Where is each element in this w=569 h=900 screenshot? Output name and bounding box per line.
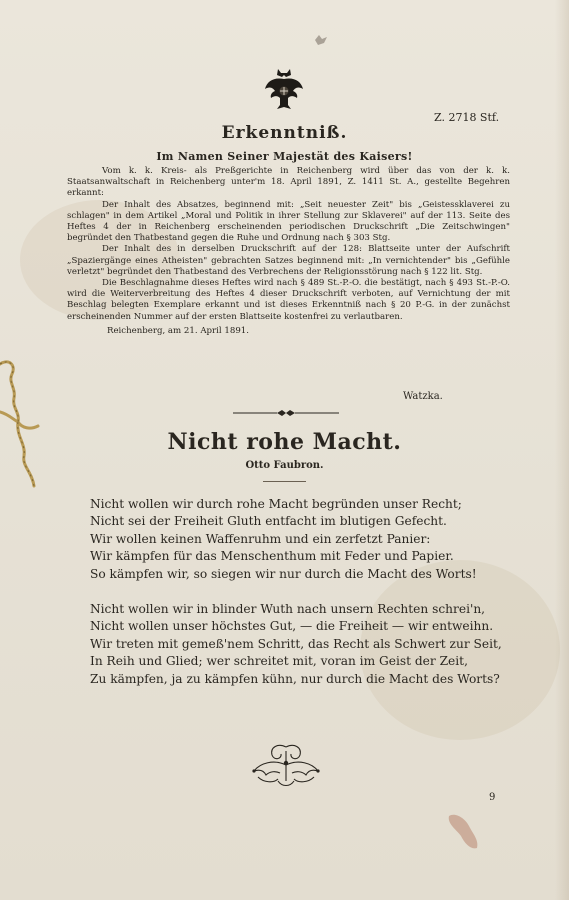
author-divider [263,481,306,482]
poem-line: Nicht wollen unser höchstes Gut, — die Freiheit — wir entweihn. [90,619,494,634]
poem-author: Otto Faubron. [245,460,324,471]
poem-line: So kämpfen wir, so siegen wir nur durch die Macht des Worts! [90,566,477,581]
verdict-text [67,166,510,337]
binding-cord [0,352,44,492]
verdict-paragraph: Der Inhalt des Absatzes, beginnend mit: „Seit neuester Zeit" bis „Geistessklaverei zu schlagen" in dem Artikel „Moral und Politik in ihrer Stellung zur Sklaverei" auf der 113. Seite des Heftes 4 der in Reichenberg erscheinenden periodischen Druckschrift „Die Zeitschwingen" begründet den Thatbestand gegen die Ruhe und Ordnung nach § 303 Stg. [67,199,510,244]
poem-line: Nicht wollen wir in blinder Wuth nach unsern Rechten schrei'n, [90,602,486,616]
verdict-subtitle: Im Namen Seiner Majestät des Kaisers! [156,150,413,163]
poem-line: Nicht wollen wir durch rohe Macht begründen unser Recht; [90,497,462,511]
poem-line: Wir wollen keinen Waffenruhm und ein zerfetzt Panier: [90,531,431,546]
poem-line: Wir kämpfen für das Menschenthum mit Feder und Papier. [90,549,454,564]
verdict-title: Erkenntniß. [221,123,348,143]
paper-fleck [313,33,329,47]
poem-stanza-1 [90,496,500,583]
poem-line: Wir treten mit gemeß'nem Schritt, das Recht als Schwert zur Seit, [90,636,502,651]
page-number: 9 [489,792,496,803]
divider-ornament-icon [233,409,339,417]
floral-ornament-icon [248,741,324,789]
poem-line: In Reih und Glied; wer schreitet mit, voran im Geist der Zeit, [90,654,468,669]
verdict-paragraph: Der Inhalt des in derselben Druckschrift auf der 128: Blattseite unter der Aufschrift „Spaziergänge eines Atheisten" gebrachten Satzes beginnend mit: „In vernichtender" bis „Gefühle verletzt" begründet den Thatbestand des Verbrechens der Religionsstörung nach § 122 lit. Stg. [67,244,510,277]
paper-fleck [445,810,483,852]
reference-number: Z. 2718 Stf. [434,111,500,124]
verdict-signer: Watzka. [403,391,443,402]
verdict-paragraph: Vom k. k. Kreis- als Preßgerichte in Reichenberg wird über das von der k. k. Staatsanwaltschaft in Reichenberg unter'm 18. April 1891, Z. 1411 St. A., gestellte Begehren erkannt: [67,166,510,199]
poem-title: Nicht rohe Macht. [167,429,402,455]
double-headed-eagle-icon [264,67,304,111]
poem-line: Zu kämpfen, ja zu kämpfen kühn, nur durch die Macht des Worts? [90,671,500,686]
verdict-paragraph: Die Beschlagnahme dieses Heftes wird nach § 489 St.-P.-O. die bestätigt, nach § 493 St.-P.-O. wird die Weiterverbreitung des Heftes 4 dieser Druckschrift verboten, auf Vernichtung der mit Beschlag belegten Exemplare erkannt und ist dieses Erkenntniß nach § 20 P.-G. in der zunächst erscheinenden Nummer auf der ersten Blattseite kostenfrei zu verlautbaren. [67,278,510,322]
poem-line: Nicht sei der Freiheit Gluth entfacht im blutigen Gefecht. [90,514,447,529]
verdict-date: Reichenberg, am 21. April 1891. [107,325,249,336]
poem-stanza-2 [90,601,500,688]
